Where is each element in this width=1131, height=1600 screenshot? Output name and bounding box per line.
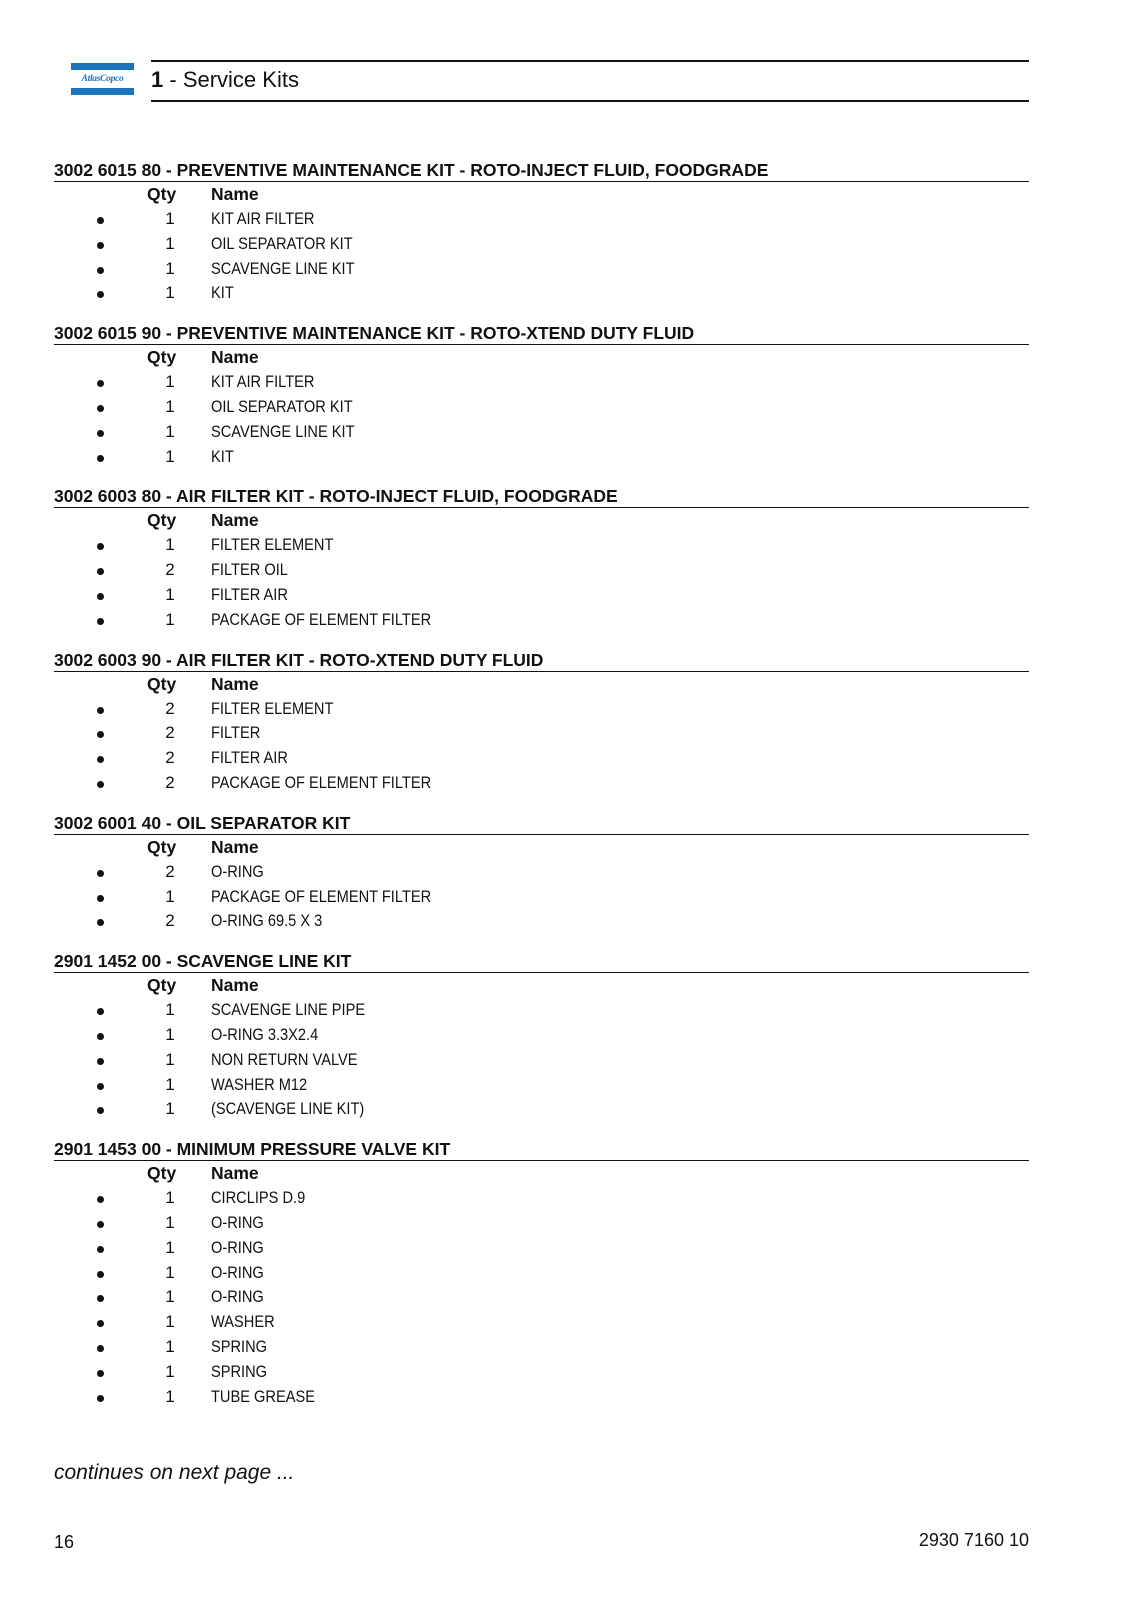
- item-qty: 1: [165, 1049, 175, 1069]
- item-name: O-RING: [211, 1262, 264, 1282]
- item-qty: 1: [165, 421, 175, 441]
- kit-column-headers: [54, 345, 1029, 370]
- item-name: FILTER OIL: [211, 560, 288, 580]
- page-header: [0, 0, 1131, 110]
- bullet-icon: [97, 405, 104, 412]
- bullet-icon: [97, 919, 104, 926]
- list-item: [54, 697, 1029, 722]
- list-item: [54, 608, 1029, 633]
- item-name: OIL SEPARATOR KIT: [211, 396, 353, 416]
- bullet-icon: [97, 731, 104, 738]
- bullet-icon: [97, 1395, 104, 1402]
- kit-section: [54, 950, 1029, 1122]
- item-name: FILTER AIR: [211, 584, 288, 604]
- item-name: SPRING: [211, 1361, 268, 1381]
- list-item: [54, 998, 1029, 1023]
- kit-list: [54, 159, 1029, 1425]
- logo-text: AtlasCopco: [71, 70, 134, 88]
- item-qty: 1: [165, 446, 175, 466]
- name-header: Name: [211, 975, 259, 996]
- header-rule-bottom: [151, 100, 1029, 102]
- item-qty: 2: [165, 560, 175, 580]
- item-name: O-RING: [211, 1287, 264, 1307]
- bullet-icon: [97, 568, 104, 575]
- bullet-icon: [97, 1221, 104, 1228]
- name-header: Name: [211, 673, 259, 694]
- bullet-icon: [97, 1320, 104, 1327]
- atlas-copco-logo: [71, 63, 134, 95]
- item-name: O-RING 3.3X2.4: [211, 1024, 319, 1044]
- item-name: TUBE GREASE: [211, 1386, 315, 1406]
- bullet-icon: [97, 543, 104, 550]
- item-name: SCAVENGE LINE KIT: [211, 421, 355, 441]
- qty-header: Qty: [147, 1163, 177, 1184]
- item-qty: 1: [165, 1212, 175, 1232]
- list-item: [54, 1285, 1029, 1310]
- name-header: Name: [211, 510, 259, 531]
- chapter-title: - Service Kits: [169, 67, 299, 92]
- list-item: [54, 207, 1029, 232]
- bullet-icon: [97, 1295, 104, 1302]
- qty-header: Qty: [147, 184, 177, 204]
- item-name: FILTER: [211, 723, 261, 743]
- item-name: PACKAGE OF ELEMENT FILTER: [211, 886, 432, 906]
- kit-column-headers: [54, 973, 1029, 998]
- name-header: Name: [211, 347, 259, 368]
- item-qty: 1: [165, 209, 175, 228]
- item-name: WASHER M12: [211, 1074, 308, 1094]
- list-item: [54, 1211, 1029, 1236]
- item-qty: 1: [165, 258, 175, 278]
- list-item: [54, 721, 1029, 746]
- bullet-icon: [97, 1246, 104, 1253]
- item-qty: 1: [165, 1237, 175, 1257]
- list-item: [54, 370, 1029, 395]
- item-qty: 2: [165, 911, 175, 931]
- item-qty: 1: [165, 372, 175, 392]
- qty-header: Qty: [147, 975, 177, 996]
- bullet-icon: [97, 1008, 104, 1015]
- kit-column-headers: [54, 672, 1029, 697]
- bullet-icon: [97, 756, 104, 763]
- kit-section: [54, 1138, 1029, 1409]
- list-item: [54, 1186, 1029, 1211]
- list-item: [54, 909, 1029, 934]
- bullet-icon: [97, 1370, 104, 1377]
- list-item: [54, 1023, 1029, 1048]
- item-name: WASHER: [211, 1312, 275, 1332]
- kit-title: 3002 6003 80 - AIR FILTER KIT - ROTO-INJECT FLUID, FOODGRADE: [54, 485, 1029, 508]
- item-qty: 2: [165, 772, 175, 792]
- qty-header: Qty: [147, 673, 177, 694]
- item-name: O-RING: [211, 861, 264, 881]
- kit-column-headers: [54, 835, 1029, 860]
- continues-note: continues on next page ...: [54, 1461, 295, 1484]
- list-item: [54, 232, 1029, 257]
- list-item: [54, 860, 1029, 885]
- item-name: O-RING 69.5 X 3: [211, 911, 323, 931]
- item-name: KIT AIR FILTER: [211, 372, 315, 392]
- chapter-number: 1: [151, 67, 164, 92]
- kit-column-headers: [54, 508, 1029, 533]
- item-qty: 1: [165, 535, 175, 555]
- name-header: Name: [211, 836, 259, 857]
- item-name: KIT AIR FILTER: [211, 209, 315, 228]
- page-number: 16: [54, 1532, 75, 1552]
- kit-section: [54, 322, 1029, 469]
- name-header: Name: [211, 184, 259, 204]
- list-item: [54, 533, 1029, 558]
- item-name: O-RING: [211, 1237, 264, 1257]
- list-item: [54, 1261, 1029, 1286]
- item-name: CIRCLIPS D.9: [211, 1188, 306, 1208]
- item-qty: 1: [165, 233, 175, 253]
- item-qty: 1: [165, 584, 175, 604]
- list-item: [54, 445, 1029, 470]
- bullet-icon: [97, 217, 104, 224]
- item-qty: 1: [165, 1312, 175, 1332]
- list-item: [54, 746, 1029, 771]
- item-qty: 2: [165, 861, 175, 881]
- kit-section: [54, 649, 1029, 796]
- item-name: FILTER ELEMENT: [211, 698, 334, 718]
- item-qty: 1: [165, 1188, 175, 1208]
- list-item: [54, 1073, 1029, 1098]
- list-item: [54, 1097, 1029, 1122]
- bullet-icon: [97, 707, 104, 714]
- qty-header: Qty: [147, 510, 177, 531]
- list-item: [54, 395, 1029, 420]
- bullet-icon: [97, 593, 104, 600]
- item-name: SCAVENGE LINE KIT: [211, 258, 355, 278]
- kit-title: 3002 6015 90 - PREVENTIVE MAINTENANCE KIT - ROTO-XTEND DUTY FLUID: [54, 322, 1029, 345]
- item-name: FILTER ELEMENT: [211, 535, 334, 555]
- kit-title: 3002 6015 80 - PREVENTIVE MAINTENANCE KIT - ROTO-INJECT FLUID, FOODGRADE: [54, 159, 1029, 182]
- bullet-icon: [97, 455, 104, 462]
- bullet-icon: [97, 1033, 104, 1040]
- bullet-icon: [97, 242, 104, 249]
- bullet-icon: [97, 1271, 104, 1278]
- list-item: [54, 1360, 1029, 1385]
- item-name: FILTER AIR: [211, 748, 288, 768]
- list-item: [54, 1048, 1029, 1073]
- list-item: [54, 257, 1029, 282]
- chapter-heading: [151, 67, 299, 93]
- name-header: Name: [211, 1163, 259, 1184]
- bullet-icon: [97, 870, 104, 877]
- item-qty: 1: [165, 1361, 175, 1381]
- qty-header: Qty: [147, 836, 177, 857]
- bullet-icon: [97, 895, 104, 902]
- document-number: 2930 7160 10: [918, 1530, 1029, 1550]
- item-name: O-RING: [211, 1212, 264, 1232]
- kit-title: 3002 6003 90 - AIR FILTER KIT - ROTO-XTEND DUTY FLUID: [54, 649, 1029, 672]
- item-qty: 1: [165, 1099, 175, 1119]
- bullet-icon: [97, 1345, 104, 1352]
- kit-section: [54, 812, 1029, 934]
- bullet-icon: [97, 1196, 104, 1203]
- bullet-icon: [97, 1107, 104, 1114]
- item-name: PACKAGE OF ELEMENT FILTER: [211, 609, 432, 629]
- bullet-icon: [97, 430, 104, 437]
- item-qty: 1: [165, 1336, 175, 1356]
- item-name: SPRING: [211, 1336, 268, 1356]
- item-qty: 1: [165, 609, 175, 629]
- bullet-icon: [97, 1058, 104, 1065]
- item-qty: 1: [165, 1262, 175, 1282]
- kit-title: 2901 1453 00 - MINIMUM PRESSURE VALVE KIT: [54, 1138, 1029, 1161]
- list-item: [54, 558, 1029, 583]
- item-name: NON RETURN VALVE: [211, 1049, 358, 1069]
- bullet-icon: [97, 380, 104, 387]
- item-qty: 2: [165, 723, 175, 743]
- kit-column-headers: [54, 1161, 1029, 1186]
- item-qty: 1: [165, 886, 175, 906]
- qty-header: Qty: [147, 347, 177, 368]
- bullet-icon: [97, 618, 104, 625]
- kit-title: 3002 6001 40 - OIL SEPARATOR KIT: [54, 812, 1029, 835]
- item-qty: 2: [165, 748, 175, 768]
- item-name: OIL SEPARATOR KIT: [211, 233, 353, 253]
- item-name: (SCAVENGE LINE KIT): [211, 1099, 365, 1119]
- list-item: [54, 583, 1029, 608]
- item-name: KIT: [211, 446, 234, 466]
- item-qty: 2: [165, 698, 175, 718]
- kit-title: 2901 1452 00 - SCAVENGE LINE KIT: [54, 950, 1029, 973]
- list-item: [54, 885, 1029, 910]
- bullet-icon: [97, 267, 104, 274]
- list-item: [54, 771, 1029, 796]
- item-name: KIT: [211, 283, 234, 303]
- header-rule-top: [151, 60, 1029, 62]
- item-qty: 1: [165, 396, 175, 416]
- item-qty: 1: [165, 1000, 175, 1020]
- item-qty: 1: [165, 283, 175, 303]
- bullet-icon: [97, 1083, 104, 1090]
- list-item: [54, 281, 1029, 306]
- kit-section: [54, 485, 1029, 632]
- item-name: SCAVENGE LINE PIPE: [211, 1000, 366, 1020]
- list-item: [54, 1236, 1029, 1261]
- item-qty: 1: [165, 1287, 175, 1307]
- list-item: [54, 1335, 1029, 1360]
- bullet-icon: [97, 781, 104, 788]
- item-qty: 1: [165, 1024, 175, 1044]
- bullet-icon: [97, 291, 104, 298]
- item-name: PACKAGE OF ELEMENT FILTER: [211, 772, 432, 792]
- list-item: [54, 1310, 1029, 1335]
- kit-column-headers: [54, 182, 1029, 207]
- kit-section: [54, 159, 1029, 306]
- list-item: [54, 1385, 1029, 1410]
- item-qty: 1: [165, 1074, 175, 1094]
- item-qty: 1: [165, 1386, 175, 1406]
- list-item: [54, 420, 1029, 445]
